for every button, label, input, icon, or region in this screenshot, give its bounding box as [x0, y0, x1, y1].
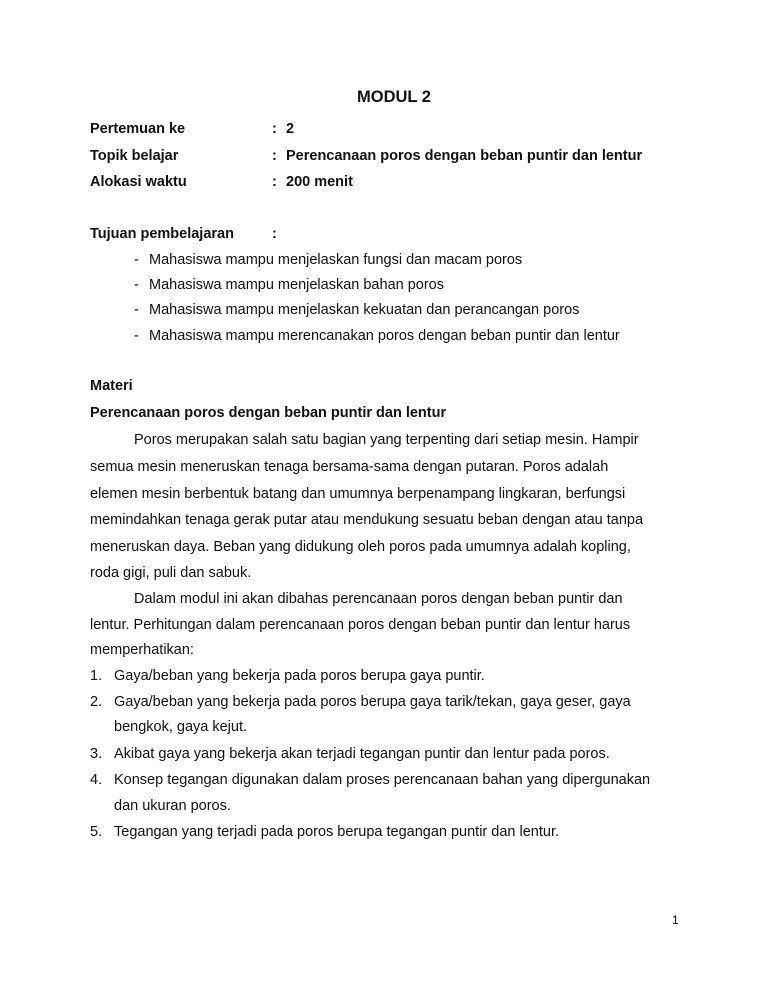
objective-item: - Mahasiswa mampu menjelaskan kekuatan dan perancangan poros	[134, 302, 580, 318]
paragraph-line: meneruskan daya. Beban yang didukung oleh poros pada umumnya adalah kopling,	[90, 539, 631, 555]
objective-item: - Mahasiswa mampu merencanakan poros dengan beban puntir dan lentur	[134, 328, 620, 344]
page-number: 1	[672, 913, 679, 927]
objective-item: - Mahasiswa mampu menjelaskan fungsi dan macam poros	[134, 252, 523, 268]
paragraph-line: semua mesin meneruskan tenaga bersama-sama dengan putaran. Poros adalah	[90, 459, 609, 475]
meta-colon: :	[272, 174, 277, 190]
meta-value: 2	[286, 121, 295, 137]
list-item: 4. Konsep tegangan digunakan dalam proses perencanaan bahan yang dipergunakan	[90, 772, 651, 788]
dash-bullet: -	[134, 252, 139, 268]
list-item: 5. Tegangan yang terjadi pada poros berupa tegangan puntir dan lentur.	[90, 824, 560, 840]
materi-heading: Materi	[90, 378, 133, 394]
meta-label: Topik belajar	[90, 148, 179, 164]
list-item: 2. Gaya/beban yang bekerja pada poros berupa gaya tarik/tekan, gaya geser, gaya	[90, 694, 631, 710]
paragraph-line: memperhatikan:	[90, 642, 194, 658]
paragraph-line: lentur. Perhitungan dalam perencanaan poros dengan beban puntir dan lentur harus	[90, 617, 631, 633]
dash-bullet: -	[134, 277, 139, 293]
list-item: 3. Akibat gaya yang bekerja akan terjadi tegangan puntir dan lentur pada poros.	[90, 746, 610, 762]
objective-item: - Mahasiswa mampu menjelaskan bahan poros	[134, 277, 444, 293]
meta-label: Alokasi waktu	[90, 174, 187, 190]
list-item-continuation: dan ukuran poros.	[114, 798, 231, 814]
list-item: 1. Gaya/beban yang bekerja pada poros berupa gaya puntir.	[90, 668, 485, 684]
list-item-continuation: bengkok, gaya kejut.	[114, 719, 248, 735]
dash-bullet: -	[134, 302, 139, 318]
meta-value: 200 menit	[286, 174, 353, 190]
meta-colon: :	[272, 121, 277, 137]
meta-value: Perencanaan poros dengan beban puntir dan lentur	[286, 148, 643, 164]
paragraph-line: elemen mesin berbentuk batang dan umumnya berpenampang lingkaran, berfungsi	[90, 486, 626, 502]
paragraph-line: Poros merupakan salah satu bagian yang terpenting dari setiap mesin. Hampir	[134, 432, 639, 448]
paragraph-line: memindahkan tenaga gerak putar atau mendukung sesuatu beban dengan atau tanpa	[90, 512, 644, 528]
paragraph-line: Dalam modul ini akan dibahas perencanaan poros dengan beban puntir dan	[134, 591, 623, 607]
meta-colon: :	[272, 148, 277, 164]
page-title: MODUL 2	[357, 88, 431, 106]
dash-bullet: -	[134, 328, 139, 344]
section-heading: Perencanaan poros dengan beban puntir dan lentur	[90, 405, 447, 421]
meta-label: Pertemuan ke	[90, 121, 186, 137]
objectives-colon: :	[272, 226, 277, 242]
objectives-label: Tujuan pembelajaran	[90, 226, 234, 242]
paragraph-line: roda gigi, puli dan sabuk.	[90, 565, 252, 581]
